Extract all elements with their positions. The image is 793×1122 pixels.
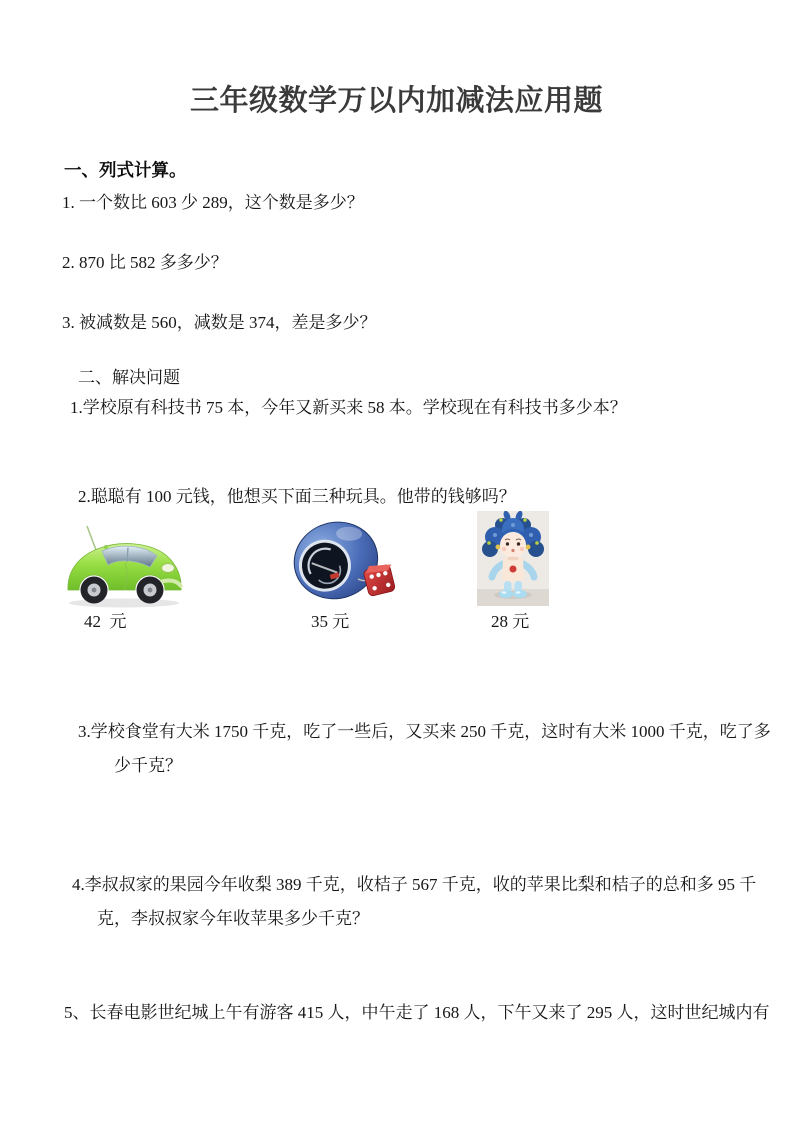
yoyo-price: 35 元 xyxy=(311,612,350,631)
calc-problem-1: 1. 一个数比 603 少 289，这个数是多少？ xyxy=(62,193,364,212)
doll-price: 28 元 xyxy=(491,612,530,631)
word-problem-3-line-1: 3.学校食堂有大米 1750 千克，吃了一些后，又买来 250 千克，这时有大米 1000 千克，吃了多 xyxy=(78,722,771,741)
toy-car-price: 42 元 xyxy=(84,612,127,631)
word-problem-3-line-2: 少千克？ xyxy=(114,756,182,775)
word-problem-1: 1.学校原有科技书 75 本，今年又新买来 58 本。学校现在有科技书多少本？ xyxy=(70,398,627,417)
yoyo-image xyxy=(284,517,400,611)
calc-problem-2: 2. 870 比 582 多多少？ xyxy=(62,253,228,272)
toy-car-image xyxy=(62,520,186,610)
word-problem-4-line-1: 4.李叔叔家的果园今年收梨 389 千克，收桔子 567 千克，收的苹果比梨和桔子的总和多 95 千 xyxy=(72,875,757,894)
page-title: 三年级数学万以内加减法应用题 xyxy=(189,85,603,117)
section-two-heading: 二、解决问题 xyxy=(78,368,180,387)
calc-problem-3: 3. 被减数是 560，减数是 374，差是多少？ xyxy=(62,313,377,332)
doll-image xyxy=(477,511,549,606)
word-problem-2: 2.聪聪有 100 元钱，他想买下面三种玩具。他带的钱够吗？ xyxy=(78,487,516,506)
word-problem-5: 5、长春电影世纪城上午有游客 415 人，中午走了 168 人，下午又来了 295 人，这时世纪城内有 xyxy=(64,1003,770,1022)
word-problem-4-line-2: 克，李叔叔家今年收苹果多少千克？ xyxy=(97,909,369,928)
section-one-heading: 一、列式计算。 xyxy=(64,160,187,180)
